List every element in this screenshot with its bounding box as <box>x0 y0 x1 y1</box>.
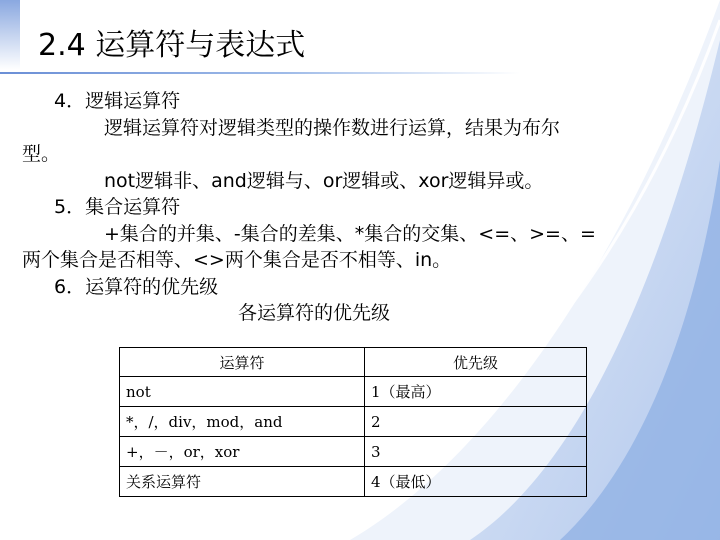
precedence-cell: 2 <box>365 407 587 437</box>
precedence-cell: 4（最低） <box>365 467 587 497</box>
logical-operators-desc-cont: 型。 <box>22 143 61 165</box>
operator-cell: *，/，div，mod，and <box>120 407 365 437</box>
title-underline <box>0 72 520 74</box>
set-operators-list: +集合的并集、-集合的差集、*集合的交集、<=、>=、= <box>104 222 596 245</box>
heading-operator-precedence: 6．运算符的优先级 <box>54 275 219 298</box>
table-row <box>120 467 587 497</box>
table-row <box>120 437 587 467</box>
heading-logical-operators: 4．逻辑运算符 <box>54 90 181 112</box>
operator-cell: +，－，or，xor <box>120 437 365 467</box>
header-operator: 运算符 <box>120 348 365 377</box>
slide-body <box>0 88 700 327</box>
logical-operators-desc: 逻辑运算符对逻辑类型的操作数进行运算，结果为布尔 <box>104 116 561 139</box>
precedence-table <box>119 347 587 497</box>
left-accent-bar <box>0 0 20 70</box>
heading-set-operators: 5．集合运算符 <box>54 196 181 218</box>
slide-title: 2.4 运算符与表达式 <box>38 28 306 63</box>
set-operators-list-cont: 两个集合是否相等、<>两个集合是否不相等、in。 <box>22 249 452 271</box>
operator-cell: 关系运算符 <box>120 467 365 497</box>
table-caption: 各运算符的优先级 <box>238 302 391 324</box>
header-precedence: 优先级 <box>365 348 587 377</box>
table-row <box>120 407 587 437</box>
table-row <box>120 377 587 407</box>
operator-cell: not <box>120 377 365 407</box>
precedence-cell: 1（最高） <box>365 377 587 407</box>
table-header-row <box>120 348 587 377</box>
logical-operators-list: not逻辑非、and逻辑与、or逻辑或、xor逻辑异或。 <box>104 169 544 192</box>
precedence-cell: 3 <box>365 437 587 467</box>
